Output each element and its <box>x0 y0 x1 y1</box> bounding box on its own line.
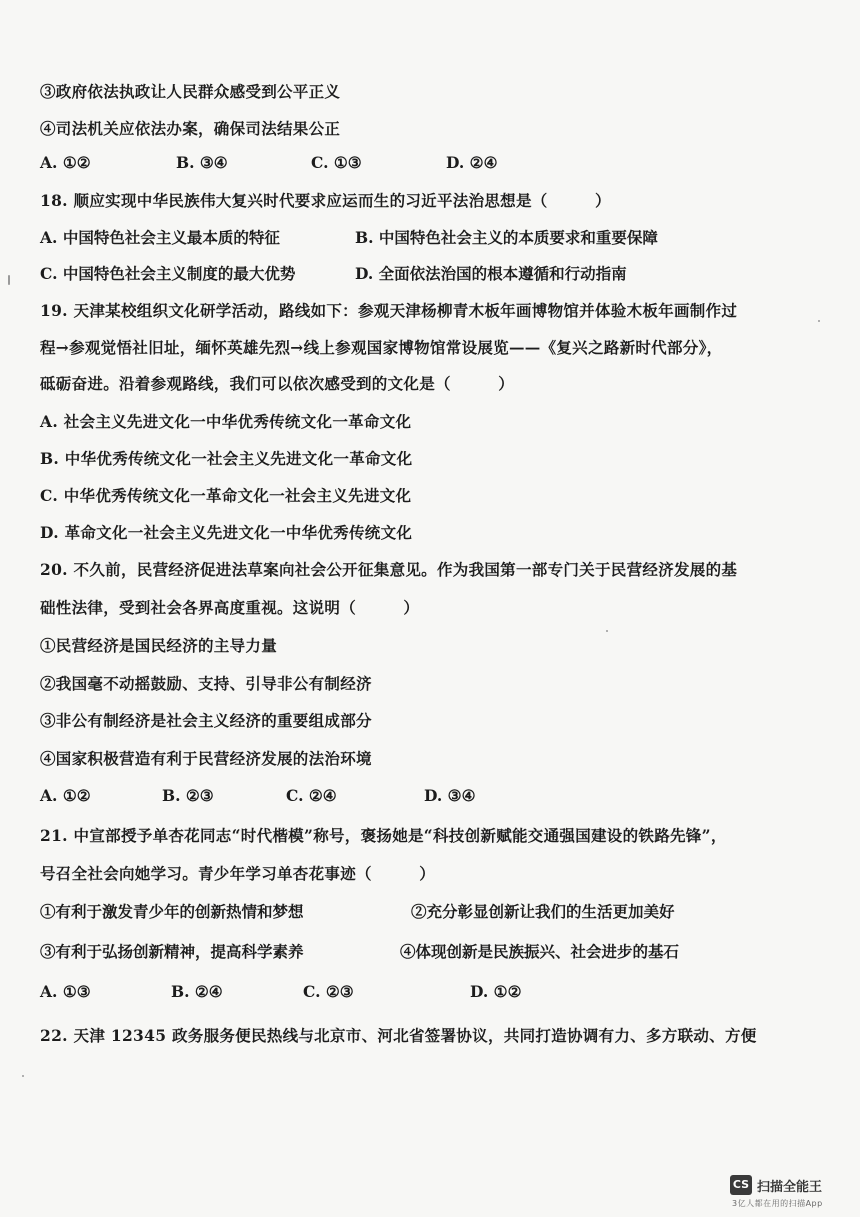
q19-stem-line1: 19. 天津某校组织文化研学活动，路线如下：参观天津杨柳青木板年画博物馆并体验木板年画制作过 <box>40 301 738 320</box>
q17-statement-4: ④司法机关应依法办案，确保司法结果公正 <box>40 119 341 138</box>
q18-option-a: A. 中国特色社会主义最本质的特征 <box>40 228 280 247</box>
scan-speck <box>22 1075 24 1077</box>
q21-stem-line1: 21. 中宣部授予单杏花同志“时代楷模”称号，褒扬她是“科技创新赋能交通强国建设的铁路先锋”， <box>40 826 727 845</box>
q19-stem-line3: 砥砺奋进。沿着参观路线，我们可以依次感受到的文化是（ ） <box>40 374 515 393</box>
watermark-app-name: 扫描全能王 <box>757 1180 823 1195</box>
q21-stem-line2: 号召全社会向她学习。青少年学习单杏花事迹（ ） <box>40 864 436 883</box>
q17-option-a: A. ①② <box>40 153 91 172</box>
q20-statement-4: ④国家积极营造有利于民营经济发展的法治环境 <box>40 749 372 768</box>
q17-option-d: D. ②④ <box>446 153 498 172</box>
q20-statement-2: ②我国毫不动摇鼓励、支持、引导非公有制经济 <box>40 674 372 693</box>
q20-option-b: B. ②③ <box>162 786 214 805</box>
q21-statement-3: ③有利于弘扬创新精神，提高科学素养 <box>40 942 304 961</box>
q19-option-a: A. 社会主义先进文化一中华优秀传统文化一革命文化 <box>40 412 412 431</box>
camscanner-logo-icon: CS <box>730 1175 752 1195</box>
q17-option-c: C. ①③ <box>311 153 362 172</box>
q19-option-d: D. 革命文化一社会主义先进文化一中华优秀传统文化 <box>40 523 413 542</box>
q20-option-a: A. ①② <box>40 786 91 805</box>
scan-speck <box>606 630 608 632</box>
q20-stem-line1: 20. 不久前，民营经济促进法草案向社会公开征集意见。作为我国第一部专门关于民营经济发展的基 <box>40 560 738 579</box>
q20-option-c: C. ②④ <box>286 786 337 805</box>
q19-option-b: B. 中华优秀传统文化一社会主义先进文化一革命文化 <box>40 449 413 468</box>
q18-stem: 18. 顺应实现中华民族伟大复兴时代要求应运而生的习近平法治思想是（ ） <box>40 191 611 210</box>
q22-stem-line1: 22. 天津 12345 政务服务便民热线与北京市、河北省签署协议，共同打造协调有力、多方联动、方便 <box>40 1026 757 1045</box>
q20-stem-line2: 础性法律，受到社会各界高度重视。这说明（ ） <box>40 598 420 617</box>
q19-option-c: C. 中华优秀传统文化一革命文化一社会主义先进文化 <box>40 486 412 505</box>
scan-speck <box>818 320 820 322</box>
q20-statement-1: ①民营经济是国民经济的主导力量 <box>40 636 278 655</box>
q21-statement-2: ②充分彰显创新让我们的生活更加美好 <box>411 902 675 921</box>
q18-option-c: C. 中国特色社会主义制度的最大优势 <box>40 264 296 283</box>
q21-option-d: D. ①② <box>470 982 522 1001</box>
q20-option-d: D. ③④ <box>424 786 476 805</box>
q21-option-a: A. ①③ <box>40 982 91 1001</box>
q17-option-b: B. ③④ <box>176 153 228 172</box>
q18-option-b: B. 中国特色社会主义的本质要求和重要保障 <box>355 228 658 247</box>
scanner-watermark <box>730 1175 850 1209</box>
scan-mark <box>8 275 10 285</box>
q17-statement-3: ③政府依法执政让人民群众感受到公平正义 <box>40 82 341 101</box>
q20-statement-3: ③非公有制经济是社会主义经济的重要组成部分 <box>40 711 372 730</box>
q21-option-c: C. ②③ <box>303 982 354 1001</box>
q21-statement-4: ④体现创新是民族振兴、社会进步的基石 <box>400 942 680 961</box>
watermark-tagline: 3亿人都在用的扫描App <box>732 1199 823 1208</box>
q18-option-d: D. 全面依法治国的根本遵循和行动指南 <box>355 264 627 283</box>
q21-statement-1: ①有利于激发青少年的创新热情和梦想 <box>40 902 304 921</box>
q19-stem-line2: 程→参观觉悟社旧址，缅怀英雄先烈→线上参观国家博物馆常设展览——《复兴之路新时代部分》， <box>40 338 723 357</box>
q21-option-b: B. ②④ <box>171 982 223 1001</box>
